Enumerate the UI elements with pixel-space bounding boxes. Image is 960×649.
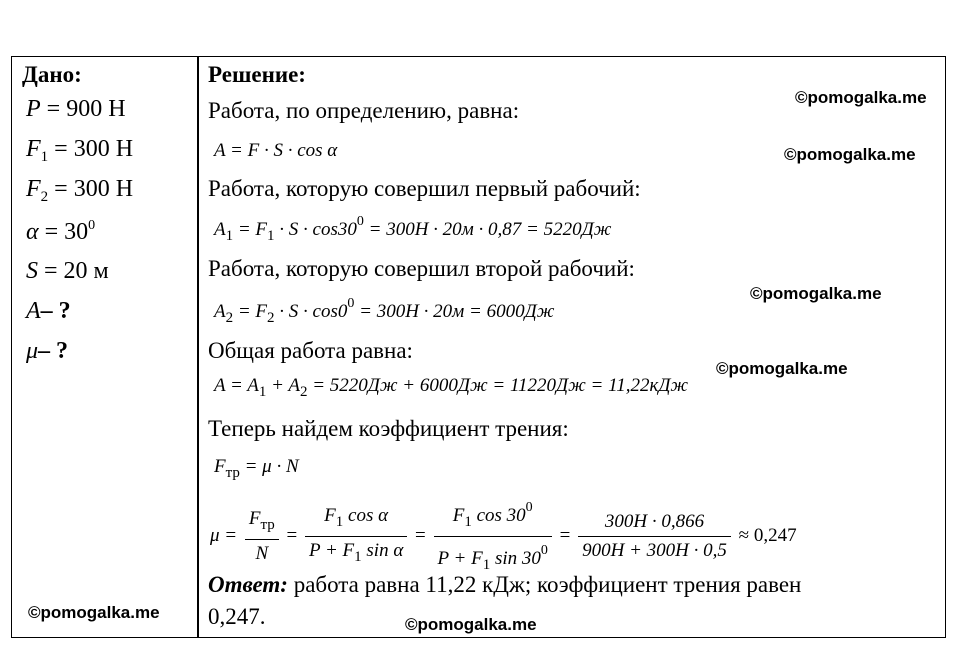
- solution-text-4: Общая работа равна:: [208, 338, 413, 363]
- given-line-s: S = 20 м: [26, 258, 109, 284]
- solution-title: Решение:: [208, 62, 306, 87]
- given-line-f2: $F_2 = 300$ Н: [26, 176, 134, 205]
- solution-text-1: Работа, по определению, равна:: [208, 98, 520, 123]
- given-line-p: P = 900 Н: [26, 96, 126, 122]
- given-line-a: A– ?: [26, 298, 71, 324]
- answer-line-2: 0,247.: [208, 604, 266, 629]
- fraction-ftr-over-n: $\frac{F_{тр}}{N}$: [245, 507, 279, 566]
- column-divider: [197, 56, 199, 638]
- watermark: ©pomogalka.me: [750, 284, 882, 303]
- mu-lhs: μ =: [210, 524, 238, 546]
- fraction-numeric: $\frac{300H \cdot 0,866}{900H + 300H \cdot 0,5}$: [578, 510, 731, 563]
- watermark: ©pomogalka.me: [405, 615, 537, 634]
- solution-text-2: Работа, которую совершил первый рабочий:: [208, 176, 641, 201]
- formula-work-second: $A_2 = F_2 \cdot S \cdot \cos 0^0 = 300H \cdot 20м = 6000Дж$: [214, 296, 555, 326]
- formula-friction-force: $F_{тр} = \mu \cdot N$: [214, 456, 299, 481]
- formula-work-first: $A_1 = F_1 \cdot S \cdot \cos 30^0 = 300H \cdot 20м \cdot 0,87 = 5220Дж$: [214, 214, 612, 244]
- watermark: ©pomogalka.me: [716, 359, 848, 378]
- formula-work-definition: A = F · S · cos α: [214, 140, 338, 161]
- watermark: ©pomogalka.me: [784, 145, 916, 164]
- solution-text-3: Работа, которую совершил второй рабочий:: [208, 256, 635, 281]
- fraction-with-angle: $\frac{F_1 \cos 30^0}{P + F_1 \sin 30^0}$: [434, 496, 552, 577]
- fraction-symbolic: $\frac{F_1 \cos \alpha}{P + F_1 \sin \alpha}$: [305, 504, 407, 569]
- formula-total-work: $A = A_1 + A_2 = 5220Дж + 6000Дж = 11220Дж = 11,22кДж$: [214, 375, 689, 400]
- answer-label: Ответ:: [208, 572, 288, 597]
- watermark: ©pomogalka.me: [28, 603, 160, 622]
- given-line-mu: μ– ?: [26, 338, 69, 364]
- given-title: Дано:: [22, 62, 82, 87]
- given-line-alpha: $\alpha = 30^0$: [26, 218, 96, 245]
- formula-friction-coefficient: μ = $\frac{F_{тр}}{N}$ = $\frac{F_1 \cos \alpha}{P + F_1 \sin \alpha}$ = $\frac{F_1 \cos 30^0}{P + F_1 \sin 30^0}$ = $\frac{300H \cdot 0,866}{900H + 300H \cdot 0,5}$ ≈ 0,247: [210, 496, 797, 577]
- watermark: ©pomogalka.me: [795, 88, 927, 107]
- answer-text: работа равна 11,22 кДж; коэффициент трения равен: [287, 572, 802, 597]
- solution-text-5: Теперь найдем коэффициент трения:: [208, 416, 569, 441]
- answer-line: [208, 572, 801, 598]
- given-line-f1: $F_1 = 300$ Н: [26, 136, 134, 165]
- approx-result: ≈ 0,247: [738, 524, 797, 546]
